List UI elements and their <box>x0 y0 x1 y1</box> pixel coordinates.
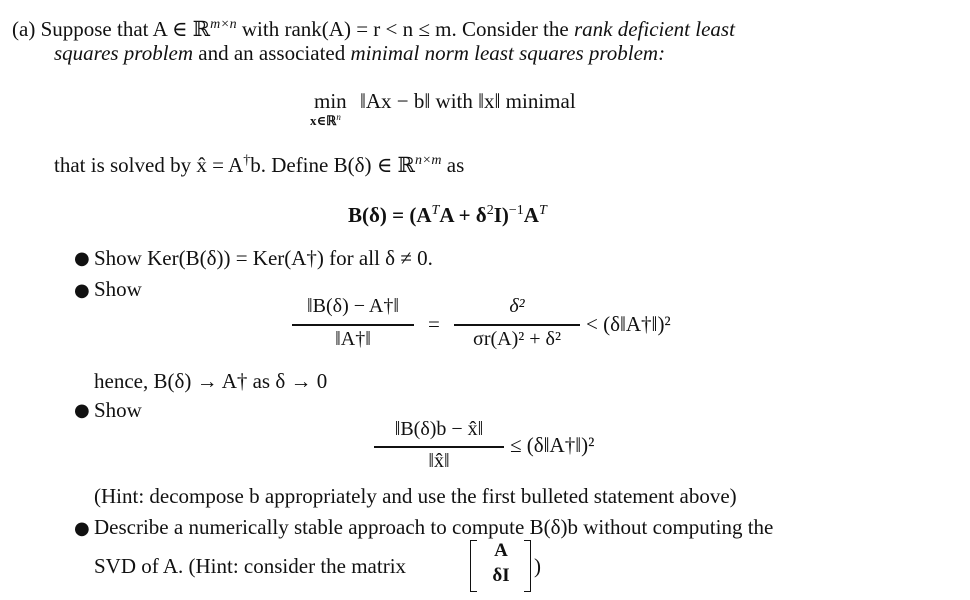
b3-frac-bar <box>374 446 504 448</box>
bullet-4-dot: ● <box>74 518 90 539</box>
b3-frac-numerator: ‖B(δ)b − x̂‖ <box>394 418 484 440</box>
def-T2: T <box>538 203 547 218</box>
bullet-3-dot: ● <box>74 400 90 421</box>
solved-text-3: as <box>441 153 465 177</box>
min-sub-sup: n <box>336 112 341 122</box>
bullet-2-text: Show <box>94 277 142 301</box>
matrix-top: A <box>494 540 508 561</box>
b2-frac1-numerator: ‖B(δ) − A†‖ <box>307 295 399 317</box>
def-mid: A + δ <box>439 203 487 227</box>
b2-hence: hence, B(δ) → A† as δ → 0 <box>94 369 328 393</box>
b2-frac1-bar <box>292 324 414 326</box>
solved-text-2: b. Define B(δ) ∈ ℝ <box>250 153 415 177</box>
solved-text-1: that is solved by x̂ = A <box>54 153 244 177</box>
intro-text-1: Suppose that A ∈ ℝ <box>40 17 211 41</box>
solved-sup: n×m <box>414 153 442 168</box>
intro-text-2: with rank(A) = r < n ≤ m. Consider the <box>236 17 574 41</box>
def-I: I) <box>493 203 509 227</box>
intro-emphasis: rank deficient least <box>573 17 735 41</box>
matrix-close-paren: ) <box>534 554 541 578</box>
intro-line2-em2: minimal norm least squares problem: <box>350 41 666 65</box>
intro-sup: m×n <box>210 17 237 32</box>
intro-line2-em: squares problem <box>54 41 194 65</box>
definition-equation <box>348 198 547 228</box>
bullet-3-text: Show <box>94 398 142 422</box>
b2-frac1-denominator: ‖A†‖ <box>335 328 371 350</box>
def-A: A <box>523 203 539 227</box>
problem-line-1 <box>12 12 735 42</box>
solved-line <box>54 148 464 178</box>
b2-frac2-bar <box>454 324 580 326</box>
bullet-2-dot: ● <box>74 280 90 301</box>
matrix-right-bracket <box>524 540 531 592</box>
b3-rhs: ≤ (δ‖A†‖)² <box>510 433 595 457</box>
b2-frac2-denominator: σr(A)² + δ² <box>473 328 561 350</box>
b2-frac2-numerator: δ² <box>509 295 525 317</box>
min-word: min <box>314 89 347 113</box>
min-sub-text: x∈ℝ <box>310 113 337 128</box>
min-subscript <box>310 109 341 129</box>
b3-frac-denominator: ‖x̂‖ <box>428 450 450 472</box>
bullet-1-text: Show Ker(B(δ)) = Ker(A†) for all δ ≠ 0. <box>94 246 433 270</box>
bullet-4-line-2: SVD of A. (Hint: consider the matrix <box>94 554 407 578</box>
b2-equals: = <box>428 312 440 336</box>
def-inv: −1 <box>508 203 524 218</box>
problem-line-2 <box>54 40 665 66</box>
b2-rhs: < (δ‖A†‖)² <box>586 312 671 336</box>
matrix-bottom: δI <box>492 565 510 586</box>
def-sq: 2 <box>486 203 494 218</box>
bullet-1-dot: ● <box>74 248 90 269</box>
bullet-4-line-1: Describe a numerically stable approach to compute B(δ)b without computing the <box>94 515 774 539</box>
def-lhs: B(δ) = (A <box>348 203 432 227</box>
matrix-left-bracket <box>470 540 477 592</box>
intro-line2-mid: and an associated <box>193 41 351 65</box>
def-T1: T <box>431 203 440 218</box>
problem-label: (a) <box>12 17 36 41</box>
solved-dagger: † <box>243 153 251 168</box>
b3-hint: (Hint: decompose b appropriately and use the first bulleted statement above) <box>94 484 737 508</box>
min-expression: ‖Ax − b‖ with ‖x‖ minimal <box>360 89 576 113</box>
